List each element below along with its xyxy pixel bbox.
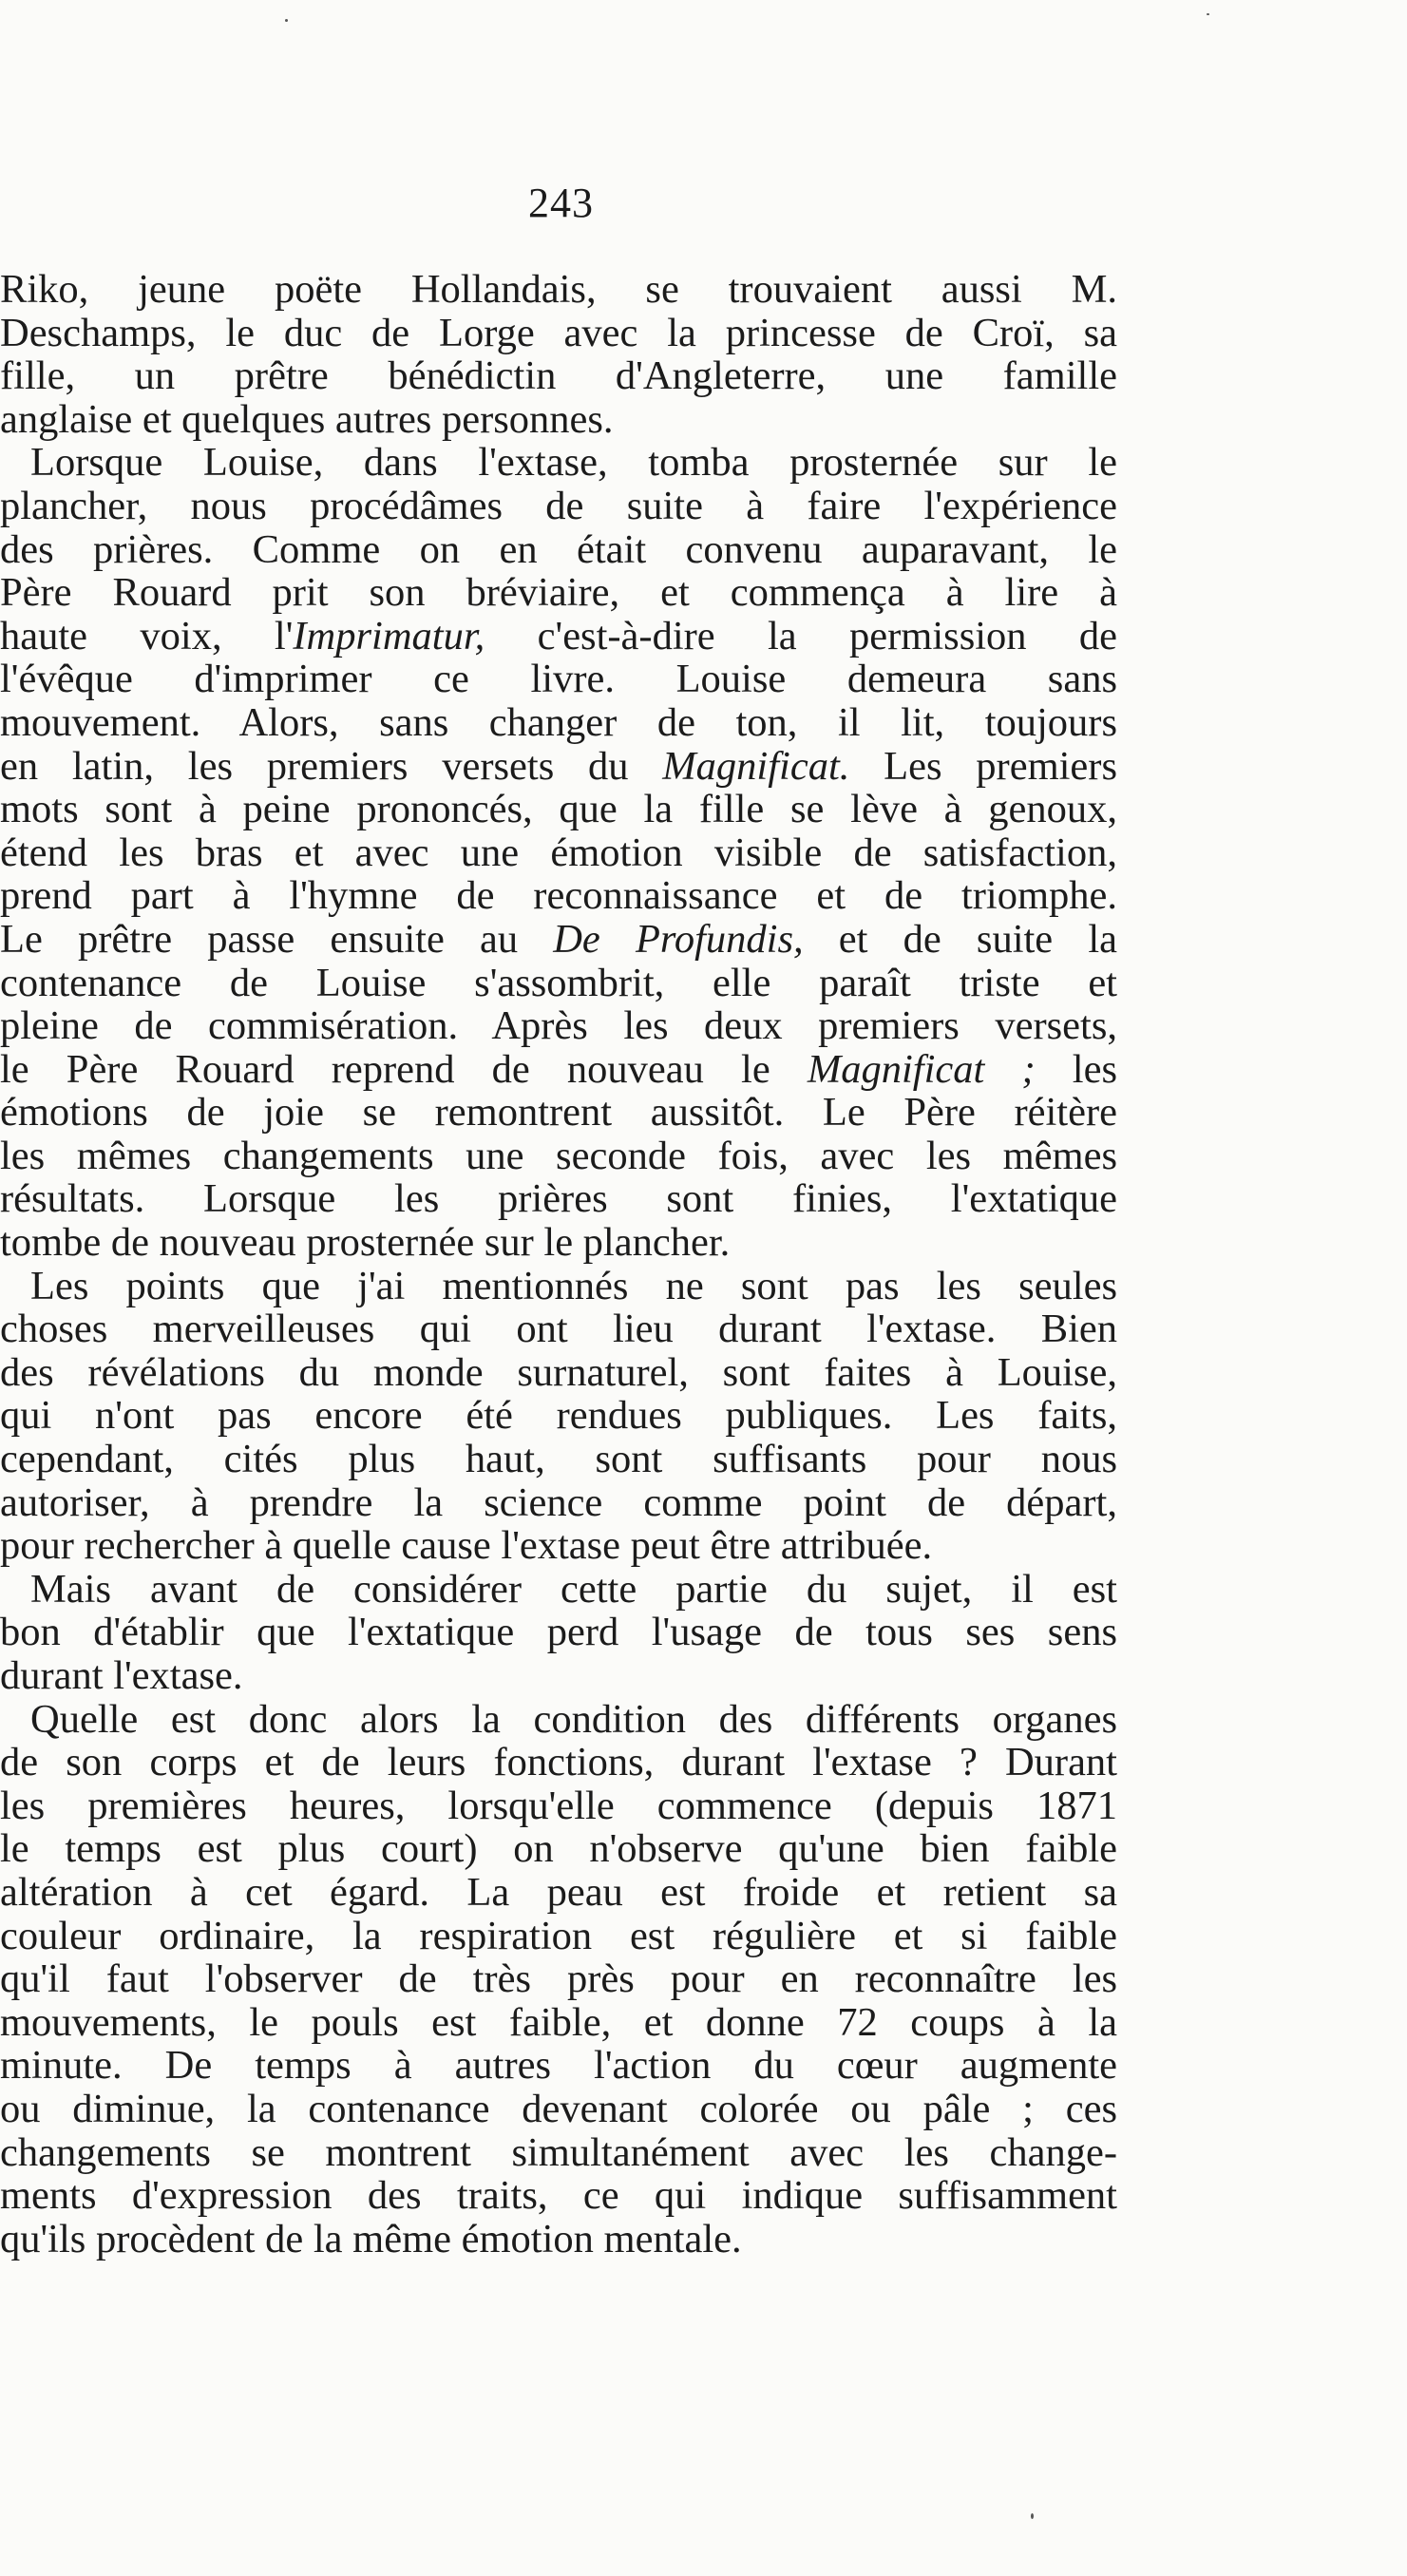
text-line: haute voix, l'Imprimatur, c'est-à-dire la permission de	[0, 613, 1118, 658]
text-line: prend part à l'hymne de reconnaissance et de triomphe.	[0, 873, 1117, 919]
scan-speck	[1207, 13, 1209, 15]
text-line: des révélations du monde surnaturel, sont faites à Louise,	[0, 1349, 1117, 1395]
text-line: Mais avant de considérer cette partie du sujet, il est	[30, 1566, 1117, 1612]
text-line: le temps est plus court) on n'observe qu'une bien faible	[0, 1826, 1117, 1872]
text-line: qu'il faut l'observer de très près pour en reconnaître les	[0, 1956, 1117, 2002]
text-line: minute. De temps à autres l'action du cœur augmente	[0, 2043, 1117, 2089]
page-number: 243	[528, 180, 594, 226]
text-line: Riko, jeune poëte Hollandais, se trouvaient aussi M.	[0, 267, 1117, 312]
text-line: Le prêtre passe ensuite au De Profundis, et de suite la	[0, 916, 1117, 962]
text-line: contenance de Louise s'assombrit, elle paraît triste et	[0, 960, 1117, 1005]
italic-term: Magnificat ;	[807, 1046, 1036, 1092]
text-line: ments d'expression des traits, ce qui indique suffisamment	[0, 2173, 1117, 2219]
italic-term: De Profundis,	[553, 916, 804, 962]
scan-speck	[1031, 2513, 1034, 2519]
text-line: Deschamps, le duc de Lorge avec la princesse de Croï, sa	[0, 310, 1117, 355]
text-line: fille, un prêtre bénédictin d'Angleterre, une famille	[0, 353, 1117, 399]
text-line: mots sont à peine prononcés, que la fille se lève à genoux,	[0, 787, 1117, 832]
text-line: durant l'extase.	[0, 1653, 243, 1698]
text-line: étend les bras et avec une émotion visible de satisfaction,	[0, 830, 1117, 875]
italic-term: Imprimatur,	[293, 613, 485, 658]
text-line: Père Rouard prit son bréviaire, et commença à lire à	[0, 570, 1117, 616]
text-line: en latin, les premiers versets du Magnificat. Les premiers	[0, 743, 1117, 789]
text-line: bon d'établir que l'extatique perd l'usage de tous ses sens	[0, 1610, 1117, 1655]
text-line: les mêmes changements une seconde fois, avec les mêmes	[0, 1133, 1117, 1178]
text-line: résultats. Lorsque les prières sont finies, l'extatique	[0, 1176, 1117, 1222]
text-line: mouvements, le pouls est faible, et donne 72 coups à la	[0, 1999, 1117, 2045]
text-line: les premières heures, lorsqu'elle commence (depuis 1871	[0, 1783, 1117, 1828]
text-line: mouvement. Alors, sans changer de ton, il lit, toujours	[0, 699, 1117, 745]
text-line: pleine de commisération. Après les deux premiers versets,	[0, 1003, 1117, 1049]
text-line: Quelle est donc alors la condition des différents organes	[30, 1696, 1117, 1742]
text-line: l'évêque d'imprimer ce livre. Louise demeura sans	[0, 657, 1117, 702]
body-text	[0, 268, 1117, 2261]
text-line: pour rechercher à quelle cause l'extase peut être attribuée.	[0, 1523, 933, 1569]
text-line: autoriser, à prendre la science comme point de départ,	[0, 1479, 1117, 1525]
text-line: changements se montrent simultanément avec les change-	[0, 2129, 1117, 2175]
italic-term: Magnificat.	[662, 743, 850, 789]
text-line: Les points que j'ai mentionnés ne sont pas les seules	[30, 1263, 1117, 1308]
text-line: qu'ils procèdent de la même émotion mentale.	[0, 2216, 742, 2261]
text-line: de son corps et de leurs fonctions, durant l'extase ? Durant	[0, 1740, 1117, 1785]
text-line: le Père Rouard reprend de nouveau le Magnificat ; les	[0, 1046, 1117, 1092]
text-line: plancher, nous procédâmes de suite à faire l'expérience	[0, 483, 1117, 528]
text-line: couleur ordinaire, la respiration est régulière et si faible	[0, 1913, 1117, 1958]
text-line: anglaise et quelques autres personnes.	[0, 396, 614, 442]
text-line: des prières. Comme on en était convenu auparavant, le	[0, 526, 1117, 572]
text-line: tombe de nouveau prosternée sur le plancher.	[0, 1220, 731, 1266]
text-line: choses merveilleuses qui ont lieu durant l'extase. Bien	[0, 1307, 1117, 1352]
text-line: Lorsque Louise, dans l'extase, tomba prosternée sur le	[30, 440, 1117, 486]
text-line: ou diminue, la contenance devenant colorée ou pâle ; ces	[0, 2086, 1117, 2131]
text-line: qui n'ont pas encore été rendues publiques. Les faits,	[0, 1393, 1117, 1439]
text-line: cependant, cités plus haut, sont suffisants pour nous	[0, 1437, 1117, 1482]
text-line: émotions de joie se remontrent aussitôt. Le Père réitère	[0, 1090, 1117, 1135]
text-line: altération à cet égard. La peau est froide et retient sa	[0, 1869, 1117, 1915]
scan-speck	[285, 19, 288, 22]
